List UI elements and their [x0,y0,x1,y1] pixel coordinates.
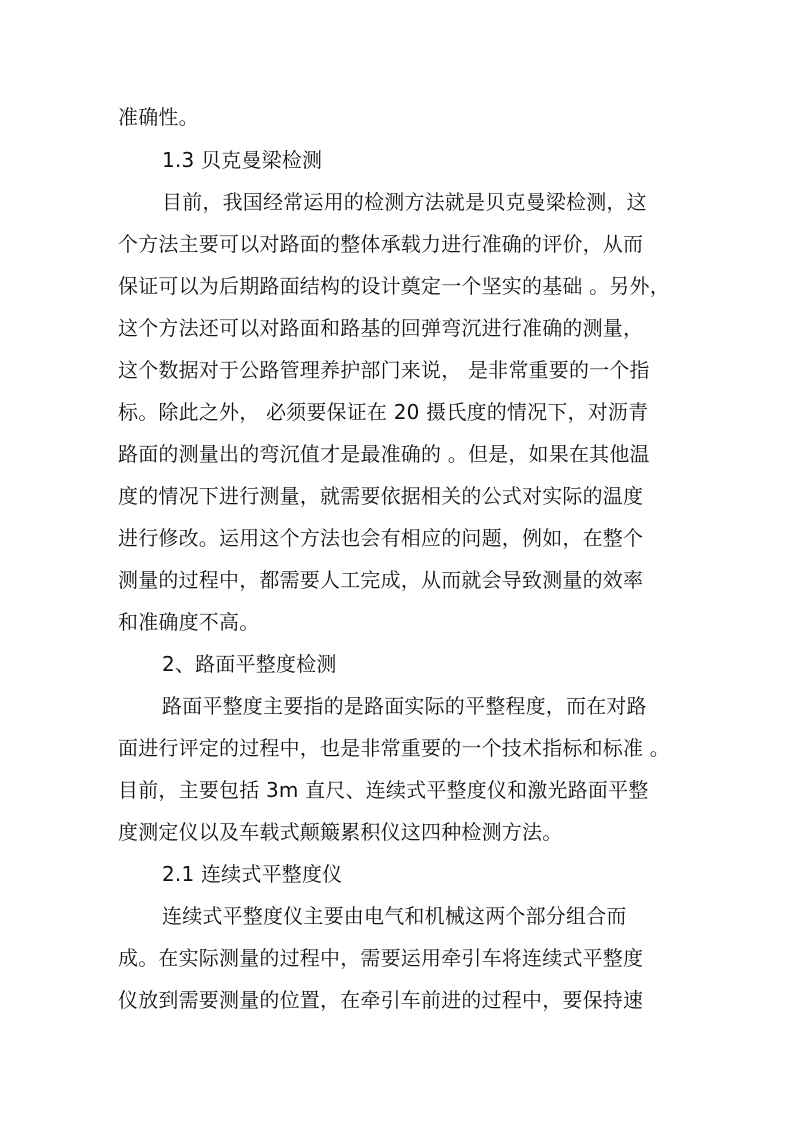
text-line: 这个数据对于公路管理养护部门来说， 是非常重要的一个指 [118,358,650,382]
text-line: 测量的过程中，都需要人工完成，从而就会导致测量的效率 [118,568,644,592]
text-line: 连续式平整度仪主要由电气和机械这两个部分组合而 [162,904,627,928]
text-line: 面进行评定的过程中，也是非常重要的一个技术指标和标准 。 [118,736,670,760]
text-line: 目前，我国经常运用的检测方法就是贝克曼梁检测，这 [162,190,647,214]
text-line: 进行修改。运用这个方法也会有相应的问题，例如，在整个 [118,526,644,550]
section-heading-2: 2、路面平整度检测 [162,652,337,676]
text-line: 仪放到需要测量的位置，在牵引车前进的过程中，要保持速 [118,988,644,1012]
text-line: 目前，主要包括 3m 直尺、连续式平整度仪和激光路面平整 [118,778,649,802]
text-line: 个方法主要可以对路面的整体承载力进行准确的评价，从而 [118,232,644,256]
section-heading-2-1: 2.1 连续式平整度仪 [162,862,343,886]
text-line: 标。除此之外， 必须要保证在 20 摄氏度的情况下，对沥青 [118,400,649,424]
text-line: 度测定仪以及车载式颠簸累积仪这四种检测方法。 [118,820,563,844]
text-line: 路面平整度主要指的是路面实际的平整程度，而在对路 [162,694,647,718]
text-line: 度的情况下进行测量，就需要依据相关的公式对实际的温度 [118,484,644,508]
text-line: 和准确度不高。 [118,610,260,634]
text-line: 路面的测量出的弯沉值才是最准确的 。但是，如果在其他温 [118,442,650,466]
section-heading-1-3: 1.3 贝克曼梁检测 [162,148,323,172]
text-line: 这个方法还可以对路面和路基的回弹弯沉进行准确的测量， [118,316,644,340]
text-line: 成。在实际测量的过程中，需要运用牵引车将连续式平整度 [118,946,644,970]
text-line: 准确性。 [118,105,199,129]
text-line: 保证可以为后期路面结构的设计奠定一个坚实的基础 。另外， [118,274,670,298]
